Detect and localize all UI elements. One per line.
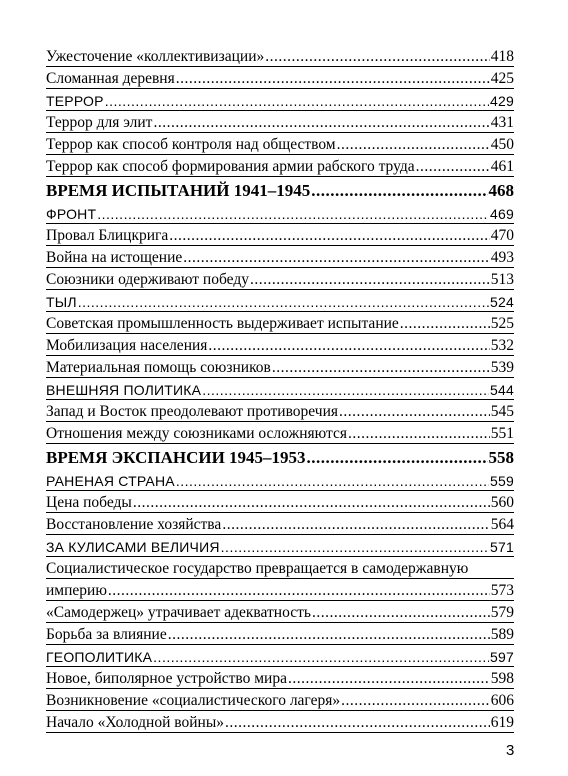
toc-entry[interactable]	[46, 626, 514, 645]
toc-section[interactable]	[46, 293, 514, 312]
toc-entry-page: 597	[490, 649, 514, 665]
dot-leader	[307, 447, 488, 468]
dot-leader	[339, 403, 490, 421]
toc-entry-page: 545	[490, 403, 514, 420]
toc-entry-title: ГЕОПОЛИТИКА	[46, 649, 153, 665]
toc-entry[interactable]	[46, 670, 514, 689]
dot-leader	[105, 92, 489, 110]
toc-entry[interactable]	[46, 337, 514, 356]
toc-entry-page: 544	[490, 382, 514, 398]
toc-entry-title: Восстановление хозяйства	[46, 516, 222, 533]
toc-entry-page: 573	[490, 582, 514, 599]
toc-entry-page: 513	[490, 271, 514, 288]
toc-entry-page: 559	[490, 473, 514, 489]
dot-leader	[400, 315, 490, 333]
page-number: 3	[506, 742, 515, 759]
toc-entry-page: 564	[490, 516, 514, 533]
toc-entry[interactable]	[46, 48, 514, 67]
dot-leader	[153, 648, 489, 666]
dot-leader	[153, 114, 489, 132]
dot-leader	[78, 293, 489, 311]
toc-entry-page: 418	[490, 48, 514, 65]
toc-entry-title: ВРЕМЯ ЭКСПАНСИИ 1945–1953	[46, 448, 306, 467]
toc-entry-page: 606	[490, 692, 514, 709]
toc-entry-page: 532	[490, 337, 514, 354]
toc-entry-title: Запад и Восток преодолевают противоречия	[46, 403, 339, 420]
toc-entry[interactable]	[46, 516, 514, 535]
toc-entry-title-continuation: империю	[46, 582, 107, 599]
toc-entry-title: Ужесточение «коллективизации»	[46, 48, 265, 65]
toc-entry-title: Террор как способ контроля над обществом	[46, 136, 336, 153]
toc-entry-title: ВНЕШНЯЯ ПОЛИТИКА	[46, 382, 202, 398]
toc-entry[interactable]	[46, 560, 514, 601]
toc-entry-title: Борьба за влияние	[46, 626, 167, 643]
toc-entry-title: ФРОНТ	[46, 206, 97, 222]
toc-entry-page: 431	[490, 114, 514, 131]
dot-leader	[169, 227, 489, 245]
toc-entry-page: 525	[490, 315, 514, 332]
toc-entry[interactable]	[46, 114, 514, 133]
toc-entry-title: ТЕРРОР	[46, 93, 104, 109]
toc-entry-title: Начало «Холодной войны»	[46, 714, 224, 731]
toc-section[interactable]	[46, 472, 514, 491]
dot-leader	[341, 692, 490, 710]
toc-entry-page: 493	[490, 249, 514, 266]
dot-leader	[288, 670, 490, 688]
dot-leader	[221, 538, 489, 556]
dot-leader	[168, 626, 490, 644]
toc-entry-page: 571	[490, 539, 514, 555]
toc-entry-title: Война на истощение	[46, 249, 183, 266]
toc-entry-page: 560	[490, 494, 514, 511]
toc-entry-title: ЗА КУЛИСАМИ ВЕЛИЧИЯ	[46, 539, 220, 555]
toc-entry[interactable]	[46, 315, 514, 334]
dot-leader	[133, 494, 490, 512]
toc-entry-title: Террор как способ формирования армии рабского труда	[46, 158, 415, 175]
dot-leader	[108, 582, 490, 600]
dot-leader	[311, 180, 487, 201]
toc-entry[interactable]	[46, 70, 514, 89]
toc-entry-page: 598	[490, 670, 514, 687]
toc-section[interactable]	[46, 538, 514, 557]
toc-entry[interactable]	[46, 692, 514, 711]
toc-entry-title: Материальная помощь союзников	[46, 359, 271, 376]
dot-leader	[225, 714, 490, 732]
toc-entry-page: 551	[490, 425, 514, 442]
toc-entry[interactable]	[46, 271, 514, 290]
dot-leader	[176, 70, 490, 88]
toc-entry[interactable]	[46, 227, 514, 246]
toc-entry-title: «Самодержец» утрачивает адекватность	[46, 604, 311, 621]
dot-leader	[250, 271, 490, 289]
dot-leader	[416, 158, 490, 176]
toc-entry-page: 429	[490, 93, 514, 109]
dot-leader	[272, 359, 490, 377]
toc-entry-title: Провал Блицкрига	[46, 227, 169, 244]
dot-leader	[337, 136, 490, 154]
dot-leader	[265, 48, 490, 66]
toc-section[interactable]	[46, 205, 514, 224]
toc-entry-title: Советская промышленность выдерживает испытание	[46, 315, 399, 332]
dot-leader	[183, 249, 489, 267]
toc-chapter[interactable]	[46, 180, 514, 201]
toc-entry-title: Социалистическое государство превращается в самодержавную	[46, 560, 514, 579]
toc-entry[interactable]	[46, 158, 514, 177]
toc-entry[interactable]	[46, 249, 514, 268]
toc-entry-title: Террор для элит	[46, 114, 153, 131]
toc-entry-page: 450	[490, 136, 514, 153]
dot-leader	[97, 205, 489, 223]
dot-leader	[222, 516, 489, 534]
toc-entry-title: Возникновение «социалистического лагеря»	[46, 692, 341, 709]
toc-entry-title: Новое, биполярное устройство мира	[46, 670, 287, 687]
dot-leader	[348, 425, 490, 443]
toc-chapter[interactable]	[46, 447, 514, 468]
toc-entry[interactable]	[46, 403, 514, 422]
toc-entry-page: 619	[490, 714, 514, 731]
table-of-contents	[46, 48, 514, 736]
toc-entry-title: ТЫЛ	[46, 294, 77, 310]
toc-entry-title: Мобилизация населения	[46, 337, 208, 354]
toc-section[interactable]	[46, 648, 514, 667]
toc-entry[interactable]	[46, 425, 514, 444]
dot-leader	[202, 381, 489, 399]
dot-leader	[176, 472, 489, 490]
toc-entry-page: 589	[490, 626, 514, 643]
toc-entry-page: 425	[490, 70, 514, 87]
toc-entry-page: 558	[488, 448, 514, 467]
toc-entry[interactable]	[46, 136, 514, 155]
toc-entry-page: 461	[490, 158, 514, 175]
toc-entry-title: Союзники одерживают победу	[46, 271, 249, 288]
toc-entry[interactable]	[46, 714, 514, 733]
toc-entry-title: Цена победы	[46, 494, 132, 511]
toc-entry-title: Сломанная деревня	[46, 70, 175, 87]
toc-entry-page: 469	[490, 206, 514, 222]
toc-entry-page: 539	[490, 359, 514, 376]
toc-entry-title: Отношения между союзниками осложняются	[46, 425, 348, 442]
toc-entry-page: 579	[490, 604, 514, 621]
dot-leader	[312, 604, 490, 622]
toc-entry-title: РАНЕНАЯ СТРАНА	[46, 473, 175, 489]
toc-entry[interactable]	[46, 359, 514, 378]
dot-leader	[208, 337, 489, 355]
toc-section[interactable]	[46, 381, 514, 400]
toc-entry-page: 470	[490, 227, 514, 244]
toc-entry-page: 524	[490, 294, 514, 310]
toc-entry[interactable]	[46, 604, 514, 623]
toc-entry-page: 468	[488, 181, 514, 200]
toc-section[interactable]	[46, 92, 514, 111]
toc-entry-title: ВРЕМЯ ИСПЫТАНИЙ 1941–1945	[46, 181, 311, 200]
toc-entry[interactable]	[46, 494, 514, 513]
